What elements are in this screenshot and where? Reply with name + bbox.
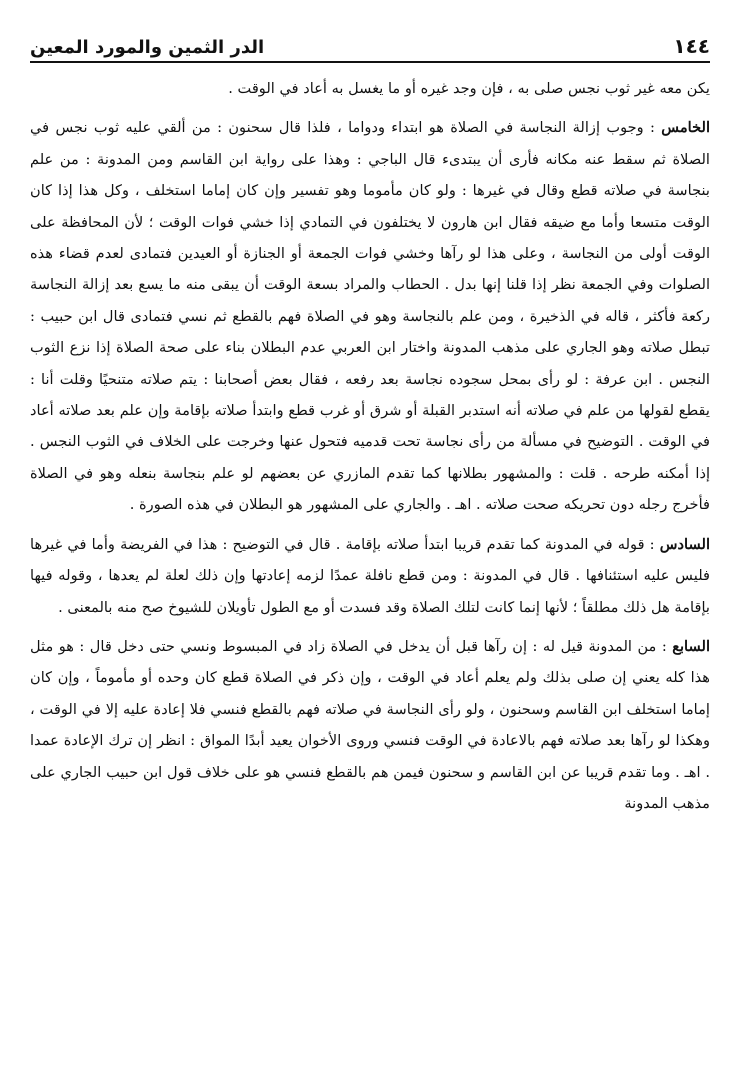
page-number: ١٤٤: [673, 34, 710, 58]
paragraph-text: : وجوب إزالة النجاسة في الصلاة هو ابتداء ودواما ، فلذا قال سحنون : من ألقي عليه ثوب نجس في الصلاة ثم سقط عنه مكانه فأرى أن يبتدىء قال الباجي : وهذا على رواية ابن القاسم ومن المدونة : من علم بنجاسة في صلاته قطع وقال في غيرها : ولو كان مأموما وهو تفسير وإن كان إماما استخلف ، وكل هذا إذا كان الوقت متسعا وأما مع ضيقه فقال ابن هارون لا يختلفون في التمادي إذا خشي فوات الوقت ؛ لأن المحافظة على الوقت أولى من النجاسة ، وعلى هذا لو رآها وخشي فوات الجمعة أو الجنازة أو العيدين فتمادى لعدم قضاء هذه الصلوات وفي الجمعة نظر إذا قلنا إنها بدل . الحطاب والمراد بسعة الوقت أن يبقى منه ما يسع بعد إزالة النجاسة ركعة فأكثر ، قاله في الذخيرة ، ومن علم بالنجاسة وهو في الصلاة فهم بالقطع ثم نسي فتمادى قال ابن حبيب : تبطل صلاته وهو الجاري على مذهب المدونة واختار ابن العربي عدم البطلان بناء على صحة الصلاة إذا نزع الثوب النجس . ابن عرفة : لو رأى بمحل سجوده نجاسة بعد رفعه ، فقال بعض أصحابنا : يتم صلاته متنحيًا وقلت أنا : يقطع لقولها من علم في صلاته أنه استدبر القبلة أو شرق أو غرب قطع وابتدأ صلاته بإقامة وإن علم بعد صلاته أعاد في الوقت . التوضيح في مسألة من رأى نجاسة تحت قدميه فتحول عنها وخرجت على الخلاف في الثوب النجس . إذا أمكنه طرحه . قلت : والمشهور بطلانها كما تقدم المازري عن بعضهم لو علم بنجاسة بنعله وهو في الصلاة فأخرج رجله دون تحريكه صحت صلاته . اهـ . والجاري على المشهور هو البطلان في هذه الصورة .: [30, 119, 710, 514]
page-header: [30, 30, 710, 63]
paragraph-lead: السابع: [672, 637, 711, 655]
book-page: [30, 30, 710, 1060]
running-title: الدر الثمين والمورد المعين: [30, 37, 265, 58]
paragraph-continuation: [30, 73, 710, 104]
paragraph-sixth: [30, 529, 710, 623]
paragraph-text: يكن معه غير ثوب نجس صلى به ، فإن وجد غيره أو ما يغسل به أعاد في الوقت .: [228, 80, 710, 97]
paragraph-lead: الخامس: [661, 119, 711, 137]
paragraph-lead: السادس: [659, 535, 710, 553]
paragraph-seventh: [30, 631, 710, 819]
paragraph-text: : من المدونة قيل له : إن رآها قبل أن يدخل في الصلاة زاد في المبسوط ونسي حتى دخل قال : هو مثل هذا كله يعني إن صلى بذلك ولم يعلم أعاد في الوقت ، وإن ذكر في الصلاة قطع كان وحده أو مأموماً ، وإن كان إماما استخلف ابن القاسم وسحنون ، ولو رأى النجاسة في صلاته فهم بالقطع فنسي فلا إعادة عليه إلا في الوقت ، وهكذا لو رآها بعد صلاته فهم بالاعادة في الوقت فنسي وروى الأخوان يعيد أبدًا المواق : انظر إن ترك الإعادة عمدا . اهـ . وما تقدم قريبا عن ابن القاسم و سحنون فيمن هم بالقطع فنسي هو على خلاف قول ابن حبيب الجاري على مذهب المدونة: [30, 637, 710, 812]
paragraph-fifth: [30, 112, 710, 520]
page-body: [30, 73, 710, 819]
paragraph-text: : قوله في المدونة كما تقدم قريبا ابتدأ صلاته بإقامة . قال في التوضيح : هذا في الفريضة وأما في غيرها فليس عليه استئنافها . قال في المدونة : ومن قطع نافلة عمدًا لزمه إعادتها وإن ذلك لعلة لم يعدها ، وقوله فيها بإقامة هل ذلك مطلقاً ؛ لأنها إنما كانت لتلك الصلاة وقد فسدت أو مع الطول تأويلان للشيوخ صح منه بالمعنى .: [30, 535, 710, 616]
